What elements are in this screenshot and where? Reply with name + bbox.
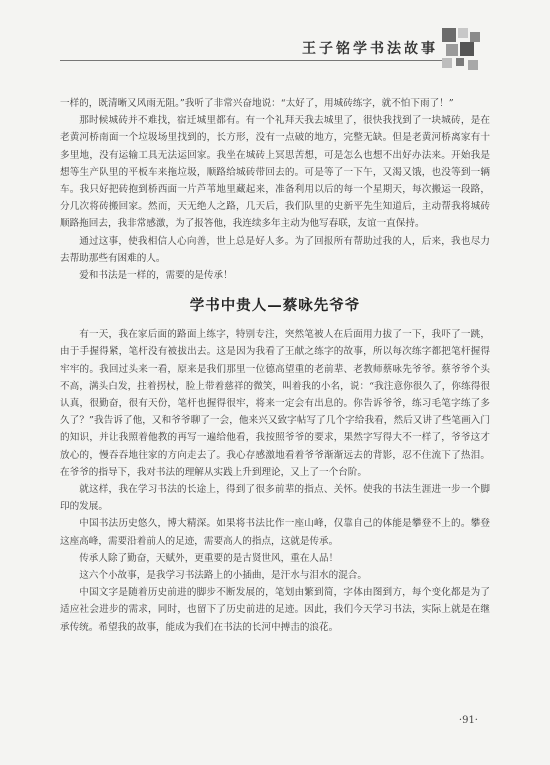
paragraph: 传承人除了勤奋，天赋外，更重要的是古贤世风，重在人品！ [79, 552, 339, 564]
page-header [0, 0, 550, 80]
section-heading: 学书中贵人—蔡咏先爷爷 [189, 298, 361, 315]
paragraph: 中国文字是随着历史前进的脚步不断发展的，笔划由繁到简，字体由图到方，每个变化都是为了适应社会进步的需求，同时，也留下了历史前进的足迹。因此，我们今天学习书法，实际上就是在继承传统。希望我的故事，能成为我们在书法的长河中搏击的浪花。 [60, 587, 490, 633]
paragraph: 那时候城砖并不难找，宿迁城里都有。有一个礼拜天我去城里了，很快我找到了一块城砖，是在老黄河桥南面一个垃圾场里找到的，长方形，没有一点破的地方，完整无缺。但是老黄河桥离家有十多里地，没有运输工具无法运回家。我坐在城砖上冥思苦想，可是怎么也想不出好办法来。开始我是想等生产队里的平板车来拖垃圾，顺路给城砖带回去的。可是等了一下午，又渴又饿，也没等到一辆车。我只好把砖抱到桥西面一片芦苇地里藏起来，准备利用以后的每一个星期天，每次搬运一段路，分几次将砖搬回家。然而，天无绝人之路，几天后，我们队里的史新平先生知道后，主动帮我将城砖顺路拖回去，我非常感激，为了报答他，我连续多年主动为他写春联，友谊一直保持。 [60, 115, 490, 230]
running-title: 王子铭学书法故事 [302, 41, 438, 57]
paragraph: 一样的，既清晰又风雨无阻。”我听了非常兴奋地说：“太好了，用城砖练字，就不怕下雨了！” [60, 98, 454, 109]
header-rule [60, 60, 442, 61]
paragraph: 就这样，我在学习书法的长途上，得到了很多前辈的指点、关怀。使我的书法生涯进一步一个脚印的发展。 [60, 484, 490, 513]
paragraph: 这六个小故事，是我学习书法路上的小插曲，是汗水与泪水的混合。 [79, 570, 367, 582]
paragraph: 中国书法历史悠久，博大精深。如果将书法比作一座山峰，仅靠自己的体能是攀登不上的。攀登这座高峰，需要沿着前人的足迹，需要高人的指点，这就是传承。 [60, 518, 490, 547]
page-body [60, 95, 490, 636]
paragraph: 爱和书法是一样的，需要的是传承！ [79, 270, 233, 282]
paragraph: 通过这事，使我相信人心向善，世上总是好人多。为了回报所有帮助过我的人，后来，我也尽力去帮助那些有困难的人。 [60, 235, 490, 264]
paragraph: 有一天，我在家后面的路面上练字，特别专注，突然笔被人在后面用力拔了一下，我吓了一跳，由于手握得紧，笔杆没有被拔出去。这是因为我看了王献之练字的故事，所以每次练字都把笔杆握得牢牢的。我回过头来一看，原来是我们那里一位德高望重的老前辈、老教师蔡咏先爷爷。蔡爷爷个头不高，满头白发，拄着拐杖，脸上带着慈祥的微笑，叫着我的小名，说：“我注意你很久了，你练得很认真，很勤奋，很有天份，笔杆也握得很牢，将来一定会有出息的。你告诉爷爷，练习毛笔字练了多久了？”我告诉了他，又和爷爷聊了一会，他来兴又致字帖写了几个字给我看，然后又讲了些笔画入门的知识，并让我照着他教的再写一遍给他看，我按照爷爷的要求，果然字写得大不一样了，爷爷这才放心的，慢吞吞地往家的方向走去了。我心存感激地看着爷爷渐渐远去的背影，忍不住流下了热泪。在爷爷的指导下，我对书法的理解从实践上升到理论，又上了一个台阶。 [60, 329, 490, 478]
corner-decoration-icon [442, 28, 482, 74]
page-number: ·91· [458, 715, 478, 726]
